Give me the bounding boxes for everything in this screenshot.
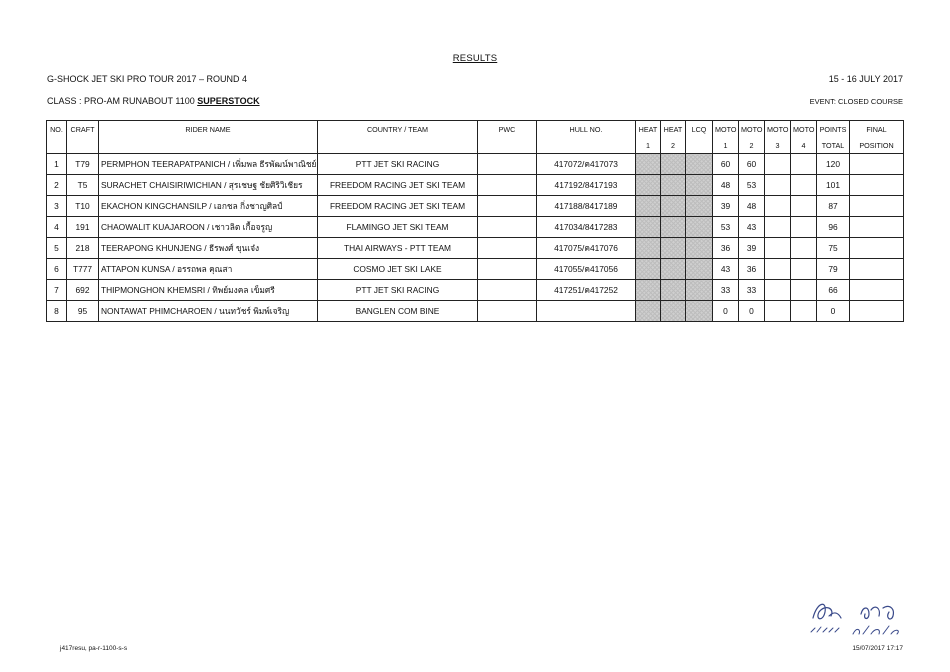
cell-moto-4 [791,301,817,322]
header-heat-2-sub: 2 [661,137,686,154]
table-row [47,301,904,322]
cell-rider: PERMPHON TEERAPATPANICH / เพิ่มพล ธีรพัฒน์พาณิชย์ [99,154,318,175]
cell-craft: T79 [67,154,99,175]
cell-craft: 191 [67,217,99,238]
header-hull-no: HULL NO. [537,121,636,138]
cell-moto-2: 60 [739,154,765,175]
cell-moto-1: 0 [713,301,739,322]
handwritten-signatures [805,594,905,640]
table-row [47,217,904,238]
table-row [47,259,904,280]
cell-hull [537,301,636,322]
cell-craft: 218 [67,238,99,259]
cell-lcq [686,175,713,196]
header-moto-2-sub: 2 [739,137,765,154]
header-moto-2: MOTO [739,121,765,138]
header-moto-4-sub: 4 [791,137,817,154]
cell-hull: 417075/ค417076 [537,238,636,259]
cell-moto-3 [765,301,791,322]
cell-heat-2 [661,154,686,175]
cell-final [850,196,904,217]
cell-pwc [478,238,537,259]
header-lcq: LCQ [686,121,713,138]
class-prefix: CLASS : PRO-AM RUNABOUT 1100 [47,96,198,106]
cell-team: BANGLEN COM BINE [318,301,478,322]
cell-moto-2: 36 [739,259,765,280]
cell-rider: EKACHON KINGCHANSILP / เอกชล กิ่งชาญศิลป์ [99,196,318,217]
cell-pwc [478,175,537,196]
cell-no: 5 [47,238,67,259]
cell-team: FLAMINGO JET SKI TEAM [318,217,478,238]
cell-lcq [686,238,713,259]
header-hull-no-sub [537,137,636,154]
cell-team: FREEDOM RACING JET SKI TEAM [318,175,478,196]
cell-moto-1: 53 [713,217,739,238]
cell-heat-1 [636,217,661,238]
cell-no: 1 [47,154,67,175]
header-heat-1: HEAT [636,121,661,138]
header-heat-1-sub: 1 [636,137,661,154]
header-row-2 [47,137,904,154]
cell-pwc [478,217,537,238]
cell-heat-2 [661,301,686,322]
header-position-sub: POSITION [850,137,904,154]
header-country-team-sub [318,137,478,154]
cell-hull: 417072/ค417073 [537,154,636,175]
cell-lcq [686,259,713,280]
file-code: j417resu, pa-r-1100-s-s [60,645,128,652]
cell-lcq [686,196,713,217]
cell-total: 87 [817,196,850,217]
cell-craft: T777 [67,259,99,280]
cell-moto-1: 43 [713,259,739,280]
cell-craft: 95 [67,301,99,322]
header-no-sub [47,137,67,154]
cell-hull: 417192/8417193 [537,175,636,196]
cell-no: 8 [47,301,67,322]
header-pwc: PWC [478,121,537,138]
cell-heat-1 [636,259,661,280]
header-country-team: COUNTRY / TEAM [318,121,478,138]
header-final: FINAL [850,121,904,138]
cell-final [850,217,904,238]
cell-hull: 417188/8417189 [537,196,636,217]
header-lcq-sub [686,137,713,154]
cell-moto-4 [791,154,817,175]
cell-rider: TEERAPONG KHUNJENG / ธีรพงศ์ ขุนเจ๋ง [99,238,318,259]
table-row [47,175,904,196]
cell-heat-1 [636,238,661,259]
cell-moto-4 [791,175,817,196]
cell-lcq [686,217,713,238]
print-timestamp: 15/07/2017 17:17 [852,645,903,652]
header-points: POINTS [817,121,850,138]
cell-no: 4 [47,217,67,238]
cell-final [850,301,904,322]
cell-moto-1: 48 [713,175,739,196]
header-moto-1-sub: 1 [713,137,739,154]
cell-moto-1: 60 [713,154,739,175]
cell-hull: 417055/ค417056 [537,259,636,280]
cell-lcq [686,280,713,301]
header-moto-1: MOTO [713,121,739,138]
header-moto-3-sub: 3 [765,137,791,154]
cell-team: THAI AIRWAYS - PTT TEAM [318,238,478,259]
cell-moto-3 [765,154,791,175]
cell-moto-1: 36 [713,238,739,259]
cell-moto-3 [765,217,791,238]
event-name: G-SHOCK JET SKI PRO TOUR 2017 – ROUND 4 [47,74,248,84]
cell-heat-1 [636,175,661,196]
cell-heat-1 [636,280,661,301]
cell-moto-2: 0 [739,301,765,322]
cell-rider: ATTAPON KUNSA / อรรถพล คุณสา [99,259,318,280]
header-heat-2: HEAT [661,121,686,138]
cell-pwc [478,301,537,322]
class-line [47,96,260,106]
cell-team: PTT JET SKI RACING [318,154,478,175]
header-no: NO. [47,121,67,138]
cell-rider: THIPMONGHON KHEMSRI / ทิพย์มงคล เข็มศรี [99,280,318,301]
cell-lcq [686,154,713,175]
cell-total: 120 [817,154,850,175]
table-row [47,154,904,175]
cell-moto-3 [765,175,791,196]
cell-total: 101 [817,175,850,196]
header-pwc-sub [478,137,537,154]
header-craft: CRAFT [67,121,99,138]
table-row [47,280,904,301]
cell-craft: 692 [67,280,99,301]
cell-moto-1: 33 [713,280,739,301]
cell-moto-4 [791,196,817,217]
cell-moto-2: 33 [739,280,765,301]
cell-hull: 417034/8417283 [537,217,636,238]
header-craft-sub [67,137,99,154]
cell-heat-2 [661,238,686,259]
cell-moto-2: 48 [739,196,765,217]
cell-final [850,154,904,175]
cell-heat-1 [636,196,661,217]
cell-hull: 417251/ค417252 [537,280,636,301]
event-dates: 15 - 16 JULY 2017 [828,74,903,84]
cell-no: 2 [47,175,67,196]
cell-moto-2: 53 [739,175,765,196]
class-name: SUPERSTOCK [197,96,260,106]
table-row [47,196,904,217]
cell-no: 7 [47,280,67,301]
cell-craft: T10 [67,196,99,217]
cell-moto-4 [791,259,817,280]
cell-heat-1 [636,301,661,322]
cell-moto-3 [765,259,791,280]
cell-rider: SURACHET CHAISIRIWICHIAN / สุรเชษฐ ชัยศิริวิเชียร [99,175,318,196]
cell-heat-2 [661,259,686,280]
cell-team: FREEDOM RACING JET SKI TEAM [318,196,478,217]
cell-heat-2 [661,280,686,301]
cell-pwc [478,154,537,175]
cell-moto-3 [765,196,791,217]
cell-final [850,175,904,196]
cell-craft: T5 [67,175,99,196]
page-title: RESULTS [452,53,498,64]
cell-rider: CHAOWALIT KUAJAROON / เชาวลิต เกื้อจรูญ [99,217,318,238]
cell-team: COSMO JET SKI LAKE [318,259,478,280]
event-type: EVENT: CLOSED COURSE [809,97,903,106]
results-table [46,120,904,322]
cell-total: 0 [817,301,850,322]
cell-no: 6 [47,259,67,280]
cell-pwc [478,196,537,217]
header-row-1 [47,121,904,138]
header-rider-name: RIDER NAME [99,121,318,138]
cell-moto-3 [765,280,791,301]
header-total-sub: TOTAL [817,137,850,154]
cell-total: 66 [817,280,850,301]
cell-lcq [686,301,713,322]
header-rider-name-sub [99,137,318,154]
cell-no: 3 [47,196,67,217]
cell-moto-4 [791,217,817,238]
cell-pwc [478,259,537,280]
header-moto-3: MOTO [765,121,791,138]
cell-heat-2 [661,175,686,196]
cell-rider: NONTAWAT PHIMCHAROEN / นนทวัชร์ พิมพ์เจริญ [99,301,318,322]
cell-moto-4 [791,280,817,301]
cell-final [850,259,904,280]
cell-final [850,280,904,301]
cell-total: 96 [817,217,850,238]
cell-final [850,238,904,259]
cell-moto-1: 39 [713,196,739,217]
cell-moto-3 [765,238,791,259]
cell-pwc [478,280,537,301]
cell-total: 79 [817,259,850,280]
cell-moto-2: 43 [739,217,765,238]
cell-heat-2 [661,217,686,238]
cell-team: PTT JET SKI RACING [318,280,478,301]
table-row [47,238,904,259]
header-moto-4: MOTO [791,121,817,138]
cell-moto-4 [791,238,817,259]
cell-heat-2 [661,196,686,217]
cell-total: 75 [817,238,850,259]
cell-moto-2: 39 [739,238,765,259]
cell-heat-1 [636,154,661,175]
